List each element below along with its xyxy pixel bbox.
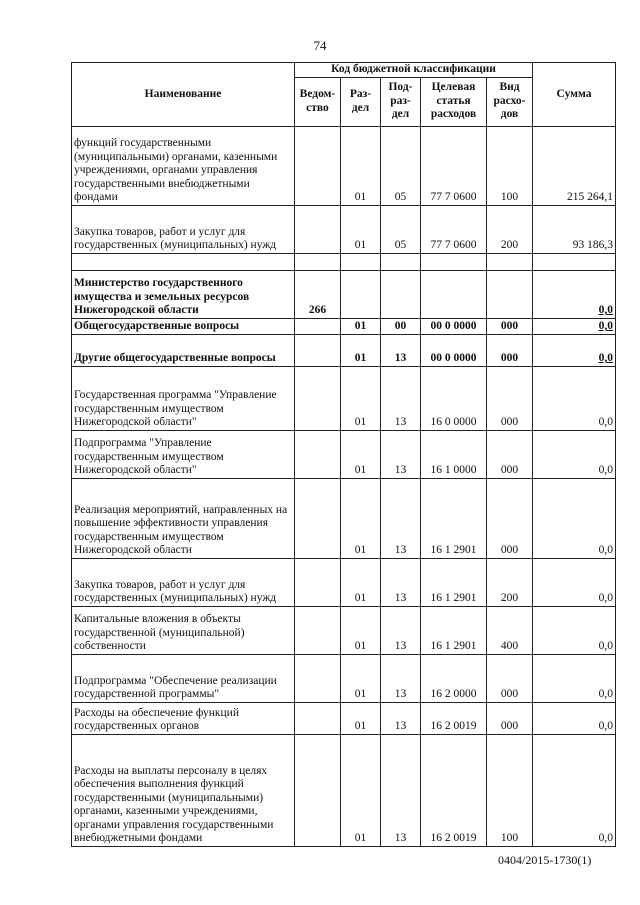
table-row xyxy=(72,606,616,654)
row-podrazdel: 13 xyxy=(381,734,421,846)
row-sum: 0,0 xyxy=(533,702,616,734)
row-target: 16 1 2901 xyxy=(421,478,487,558)
row-sum: 0,0 xyxy=(533,478,616,558)
row-vedomstvo: 266 xyxy=(295,270,341,318)
row-target: 00 0 0000 xyxy=(421,318,487,334)
header-name: Наименование xyxy=(72,63,295,127)
row-sum: 0,0 xyxy=(533,654,616,702)
row-razdel: 01 xyxy=(341,606,381,654)
row-name: Министерство государственного имущества и земельных ресурсов Нижегородской области xyxy=(72,270,295,318)
row-podrazdel: 05 xyxy=(381,126,421,205)
table-row xyxy=(72,334,616,366)
row-podrazdel: 13 xyxy=(381,478,421,558)
row-razdel: 01 xyxy=(341,478,381,558)
table-row xyxy=(72,205,616,253)
row-podrazdel: 05 xyxy=(381,205,421,253)
row-razdel xyxy=(341,253,381,270)
header-sum: Сумма xyxy=(533,63,616,127)
row-podrazdel: 13 xyxy=(381,430,421,478)
row-podrazdel: 00 xyxy=(381,318,421,334)
row-podrazdel: 13 xyxy=(381,558,421,606)
row-vid xyxy=(487,253,533,270)
row-name: Общегосударственные вопросы xyxy=(72,318,295,334)
row-vid: 100 xyxy=(487,734,533,846)
table-row xyxy=(72,702,616,734)
row-vid: 200 xyxy=(487,205,533,253)
row-vedomstvo xyxy=(295,654,341,702)
row-podrazdel xyxy=(381,253,421,270)
row-vedomstvo xyxy=(295,366,341,430)
row-sum: 215 264,1 xyxy=(533,126,616,205)
row-podrazdel: 13 xyxy=(381,366,421,430)
row-target: 16 1 2901 xyxy=(421,606,487,654)
row-vedomstvo xyxy=(295,734,341,846)
row-vid: 000 xyxy=(487,430,533,478)
row-razdel: 01 xyxy=(341,734,381,846)
row-sum: 0,0 xyxy=(533,270,616,318)
row-vedomstvo xyxy=(295,430,341,478)
row-target: 00 0 0000 xyxy=(421,334,487,366)
row-name: Реализация мероприятий, направленных на повышение эффективности управления государственным имуществом Нижегородской области xyxy=(72,478,295,558)
row-sum: 0,0 xyxy=(533,334,616,366)
row-vid: 000 xyxy=(487,334,533,366)
row-vedomstvo xyxy=(295,702,341,734)
row-vid: 000 xyxy=(487,654,533,702)
row-sum: 0,0 xyxy=(533,558,616,606)
row-target: 16 2 0019 xyxy=(421,702,487,734)
row-podrazdel: 13 xyxy=(381,334,421,366)
row-podrazdel: 13 xyxy=(381,654,421,702)
header-podrazdel: Под- раз- дел xyxy=(381,77,421,126)
header-razdel: Раз- дел xyxy=(341,77,381,126)
row-target xyxy=(421,270,487,318)
table-row xyxy=(72,270,616,318)
row-target: 77 7 0600 xyxy=(421,205,487,253)
row-podrazdel: 13 xyxy=(381,702,421,734)
table-row xyxy=(72,734,616,846)
row-sum: 0,0 xyxy=(533,318,616,334)
row-name: Расходы на выплаты персоналу в целях обеспечения выполнения функций государственными (муниципальными) органами, казенными учреждениями, органами управления государственными внебюджетными фондами xyxy=(72,734,295,846)
row-vid: 000 xyxy=(487,318,533,334)
row-target: 16 2 0019 xyxy=(421,734,487,846)
row-vid: 000 xyxy=(487,478,533,558)
row-vedomstvo xyxy=(295,334,341,366)
row-sum: 0,0 xyxy=(533,366,616,430)
table-row xyxy=(72,366,616,430)
row-vid: 100 xyxy=(487,126,533,205)
table-row xyxy=(72,654,616,702)
row-sum xyxy=(533,253,616,270)
row-vedomstvo xyxy=(295,318,341,334)
row-vid xyxy=(487,270,533,318)
header-target: Целевая статья расходов xyxy=(421,77,487,126)
row-name: Закупка товаров, работ и услуг для государственных (муниципальных) нужд xyxy=(72,205,295,253)
row-vid: 400 xyxy=(487,606,533,654)
row-vedomstvo xyxy=(295,478,341,558)
page-number: 74 xyxy=(313,38,327,53)
row-name: Закупка товаров, работ и услуг для государственных (муниципальных) нужд xyxy=(72,558,295,606)
row-vid: 200 xyxy=(487,558,533,606)
row-razdel: 01 xyxy=(341,334,381,366)
row-name xyxy=(72,253,295,270)
row-razdel: 01 xyxy=(341,366,381,430)
row-sum: 93 186,3 xyxy=(533,205,616,253)
row-razdel: 01 xyxy=(341,126,381,205)
row-name: Подпрограмма "Обеспечение реализации государственной программы" xyxy=(72,654,295,702)
row-vedomstvo xyxy=(295,126,341,205)
row-target: 16 1 2901 xyxy=(421,558,487,606)
row-target: 16 2 0000 xyxy=(421,654,487,702)
row-sum: 0,0 xyxy=(533,734,616,846)
row-target: 16 0 0000 xyxy=(421,366,487,430)
row-vedomstvo xyxy=(295,558,341,606)
row-razdel: 01 xyxy=(341,318,381,334)
table-row xyxy=(72,318,616,334)
document-number: 0404/2015-1730(1) xyxy=(498,853,592,867)
row-vedomstvo xyxy=(295,253,341,270)
row-razdel: 01 xyxy=(341,558,381,606)
row-name: Расходы на обеспечение функций государственных органов xyxy=(72,702,295,734)
row-target xyxy=(421,253,487,270)
row-name: Государственная программа "Управление государственным имуществом Нижегородской области" xyxy=(72,366,295,430)
row-razdel xyxy=(341,270,381,318)
header-vid: Вид расхо- дов xyxy=(487,77,533,126)
budget-table xyxy=(71,62,616,847)
row-podrazdel: 13 xyxy=(381,606,421,654)
table-row xyxy=(72,126,616,205)
header-vedomstvo: Ведом- ство xyxy=(295,77,341,126)
row-podrazdel xyxy=(381,270,421,318)
header-classification: Код бюджетной классификации xyxy=(295,63,533,78)
row-vid: 000 xyxy=(487,702,533,734)
table-row xyxy=(72,558,616,606)
row-vid: 000 xyxy=(487,366,533,430)
row-name: Другие общегосударственные вопросы xyxy=(72,334,295,366)
row-target: 16 1 0000 xyxy=(421,430,487,478)
table-row xyxy=(72,478,616,558)
row-sum: 0,0 xyxy=(533,606,616,654)
table-row xyxy=(72,430,616,478)
row-vedomstvo xyxy=(295,205,341,253)
row-razdel: 01 xyxy=(341,205,381,253)
table-row xyxy=(72,253,616,270)
row-name: функций государственными (муниципальными) органами, казенными учреждениями, органами управления государственными внебюджетными фондами xyxy=(72,126,295,205)
row-vedomstvo xyxy=(295,606,341,654)
row-razdel: 01 xyxy=(341,430,381,478)
row-name: Капитальные вложения в объекты государственной (муниципальной) собственности xyxy=(72,606,295,654)
row-target: 77 7 0600 xyxy=(421,126,487,205)
row-name: Подпрограмма "Управление государственным имуществом Нижегородской области" xyxy=(72,430,295,478)
row-razdel: 01 xyxy=(341,702,381,734)
row-razdel: 01 xyxy=(341,654,381,702)
row-sum: 0,0 xyxy=(533,430,616,478)
